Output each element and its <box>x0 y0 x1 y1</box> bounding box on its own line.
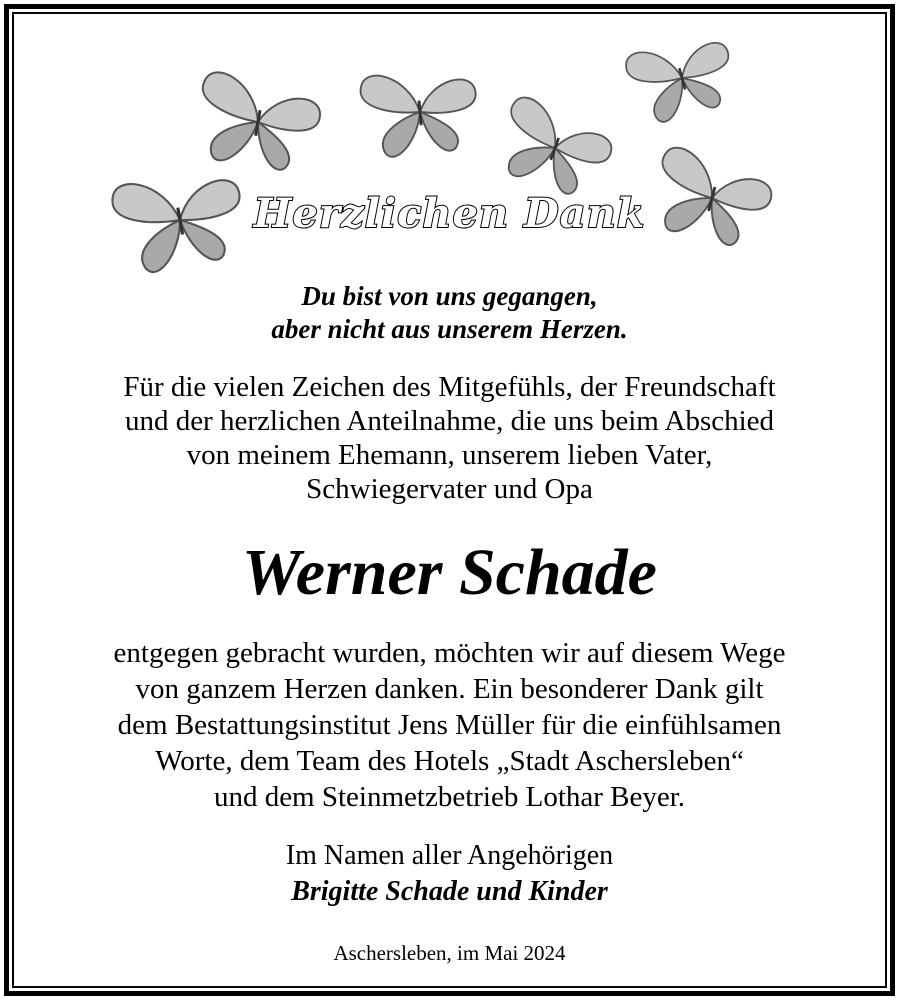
deceased-name: Werner Schade <box>242 536 657 609</box>
thanks-paragraph <box>0 635 899 815</box>
intro-line: Für die vielen Zeichen des Mitgefühls, der Freundschaft <box>123 371 776 403</box>
intro-line: von meinem Ehemann, unserem lieben Vater, <box>186 439 713 471</box>
intro-line: und der herzlichen Anteilnahme, die uns beim Abschied <box>124 405 775 437</box>
thanks-line: dem Bestattungsinstitut Jens Müller für die einfühlsamen <box>117 709 782 741</box>
butterfly-icon <box>191 70 325 176</box>
motto-text <box>0 280 899 346</box>
thanks-line: von ganzem Herzen danken. Ein besonderer Dank gilt <box>135 673 764 705</box>
thanks-line: Worte, dem Team des Hotels „Stadt Aschersleben“ <box>155 745 744 777</box>
intro-line: Schwiegervater und Opa <box>306 473 593 505</box>
page-title: Herzlichen Dank <box>253 190 646 237</box>
butterfly-decoration <box>0 0 899 280</box>
signature-block <box>0 838 899 910</box>
butterfly-icon <box>359 67 480 159</box>
place-date: Aschersleben, im Mai 2024 <box>333 941 566 965</box>
motto-line: aber nicht aus unserem Herzen. <box>271 314 628 344</box>
signer-name: Brigitte Schade und Kinder <box>291 876 608 907</box>
thanks-line: entgegen gebracht wurden, möchten wir auf diesem Wege <box>113 637 786 669</box>
butterfly-icon <box>623 30 741 128</box>
intro-paragraph <box>0 370 899 506</box>
signature-preface: Im Namen aller Angehörigen <box>285 840 614 871</box>
motto-line: Du bist von uns gegangen, <box>301 281 598 311</box>
butterfly-icon <box>490 94 619 204</box>
thanks-line: und dem Steinmetzbetrieb Lothar Beyer. <box>213 781 686 813</box>
